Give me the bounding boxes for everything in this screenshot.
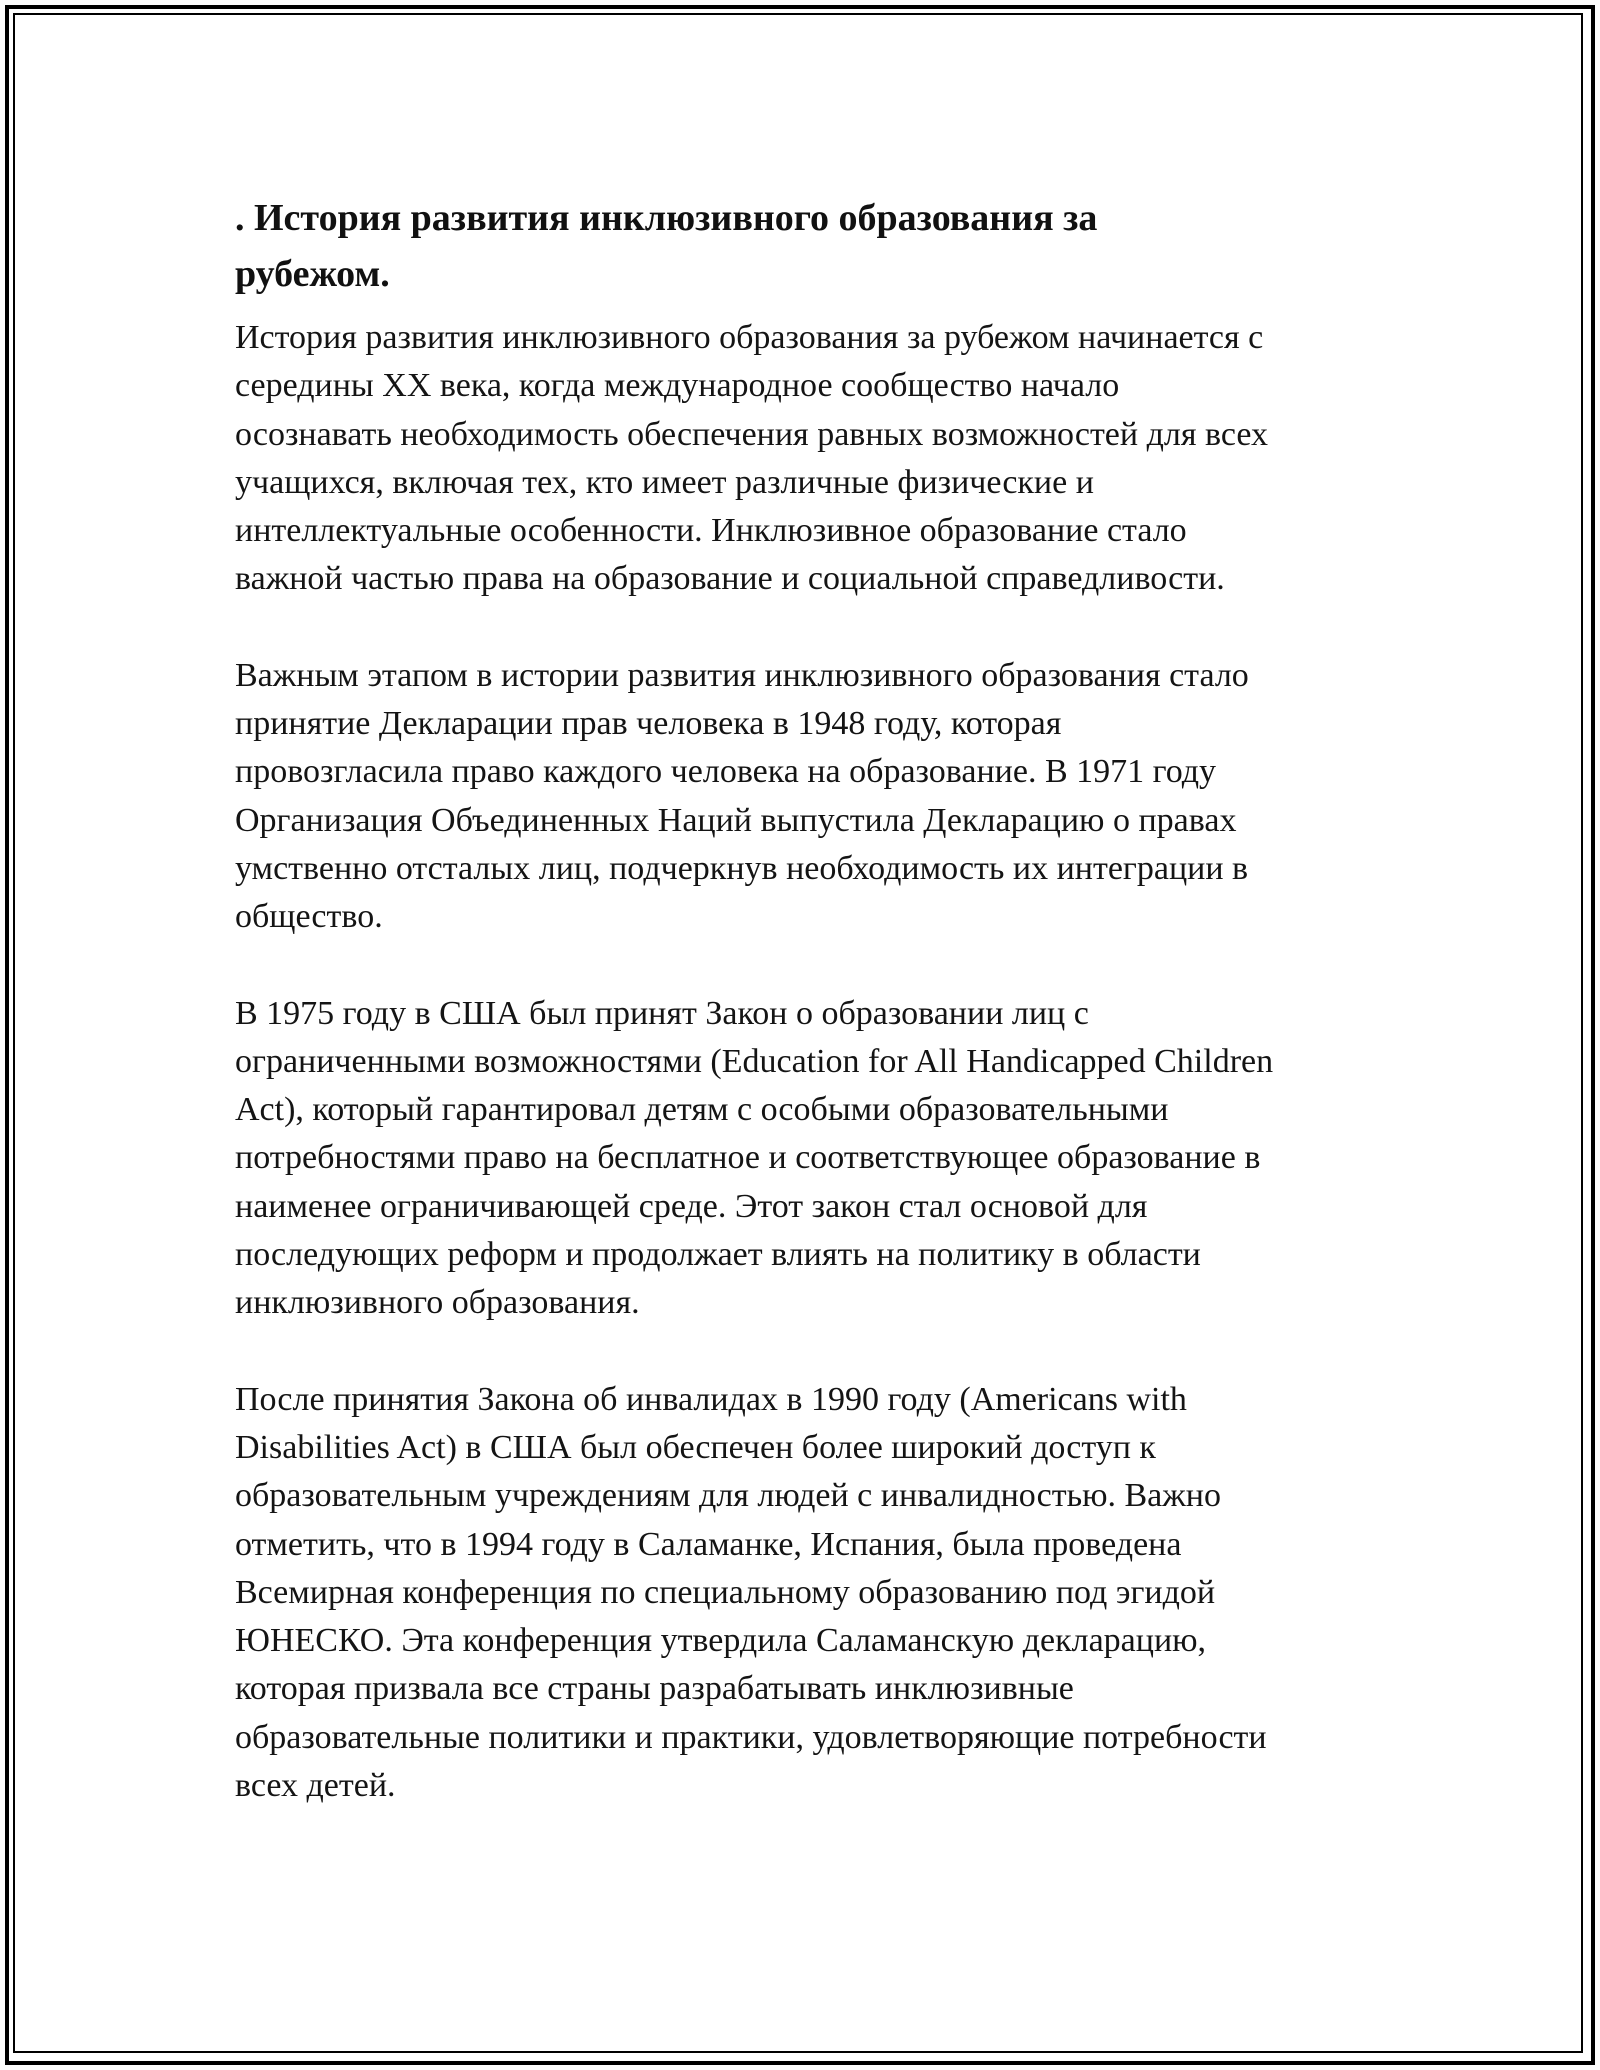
text-line: образовательным учреждениям для людей с инвалидностью. Важно [235, 1477, 1221, 1515]
text-line: образовательные политики и практики, удовлетворяющие потребности [235, 1718, 1267, 1756]
text-line: всех детей. [235, 1767, 396, 1805]
text-line: После принятия Закона об инвалидах в 1990 году (Americans with [235, 1380, 1187, 1418]
text-line: ЮНЕСКО. Эта конференция утвердила Саламанскую декларацию, [235, 1622, 1207, 1660]
text-line: которая призвала все страны разрабатывать инклюзивные [235, 1670, 1074, 1708]
text-line: Disabilities Act) в США был обеспечен более широкий доступ к [235, 1428, 1156, 1466]
text-line: отметить, что в 1994 году в Саламанке, Испания, была проведена [235, 1525, 1182, 1563]
text-line: История развития инклюзивного образования за рубежом начинается с [235, 319, 1264, 356]
text-line: Организация Объединенных Наций выпустила Декларацию о правах [235, 801, 1237, 839]
text-line: потребностями право на бесплатное и соответствующее образование в [235, 1139, 1261, 1177]
document-content [235, 180, 1365, 1858]
text-line: наименее ограничивающей среде. Этот закон стал основой для [235, 1187, 1148, 1225]
text-line: интеллектуальные особенности. Инклюзивное образование стало [235, 512, 1187, 550]
text-line: общество. [235, 898, 383, 936]
paragraph-3 [235, 990, 1365, 1328]
text-line: последующих реформ и продолжает влиять на политику в области [235, 1236, 1201, 1274]
text-line: принятие Декларации прав человека в 1948 году, которая [235, 705, 1062, 743]
text-line: Всемирная конференция по специальному образованию под эгидой [235, 1573, 1216, 1611]
text-line: учащихся, включая тех, кто имеет различные физические и [235, 463, 1094, 501]
title-line: . История развития инклюзивного образования за [235, 197, 1098, 239]
text-line: провозгласила право каждого человека на образование. В 1971 году [235, 753, 1217, 791]
paragraph-4 [235, 1376, 1365, 1811]
text-line: Act), который гарантировал детям с особыми образовательными [235, 1091, 1169, 1129]
title-line: рубежом. [235, 253, 390, 295]
text-line: инклюзивного образования. [235, 1284, 640, 1322]
text-line: В 1975 году в США был принят Закон о образовании лиц с [235, 994, 1089, 1032]
text-line: осознавать необходимость обеспечения равных возможностей для всех [235, 415, 1268, 453]
text-line: умственно отсталых лиц, подчеркнув необходимость их интеграции в [235, 849, 1249, 887]
text-line: ограниченными возможностями (Education for All Handicapped Children [235, 1042, 1274, 1080]
text-line: Важным этапом в истории развития инклюзивного образования стало [235, 656, 1249, 694]
document-title [235, 190, 1365, 302]
paragraph-2 [235, 652, 1365, 942]
paragraph-1 [235, 314, 1365, 604]
text-line: середины XX века, когда международное сообщество начало [235, 367, 1120, 405]
text-line: важной частью права на образование и социальной справедливости. [235, 560, 1225, 598]
